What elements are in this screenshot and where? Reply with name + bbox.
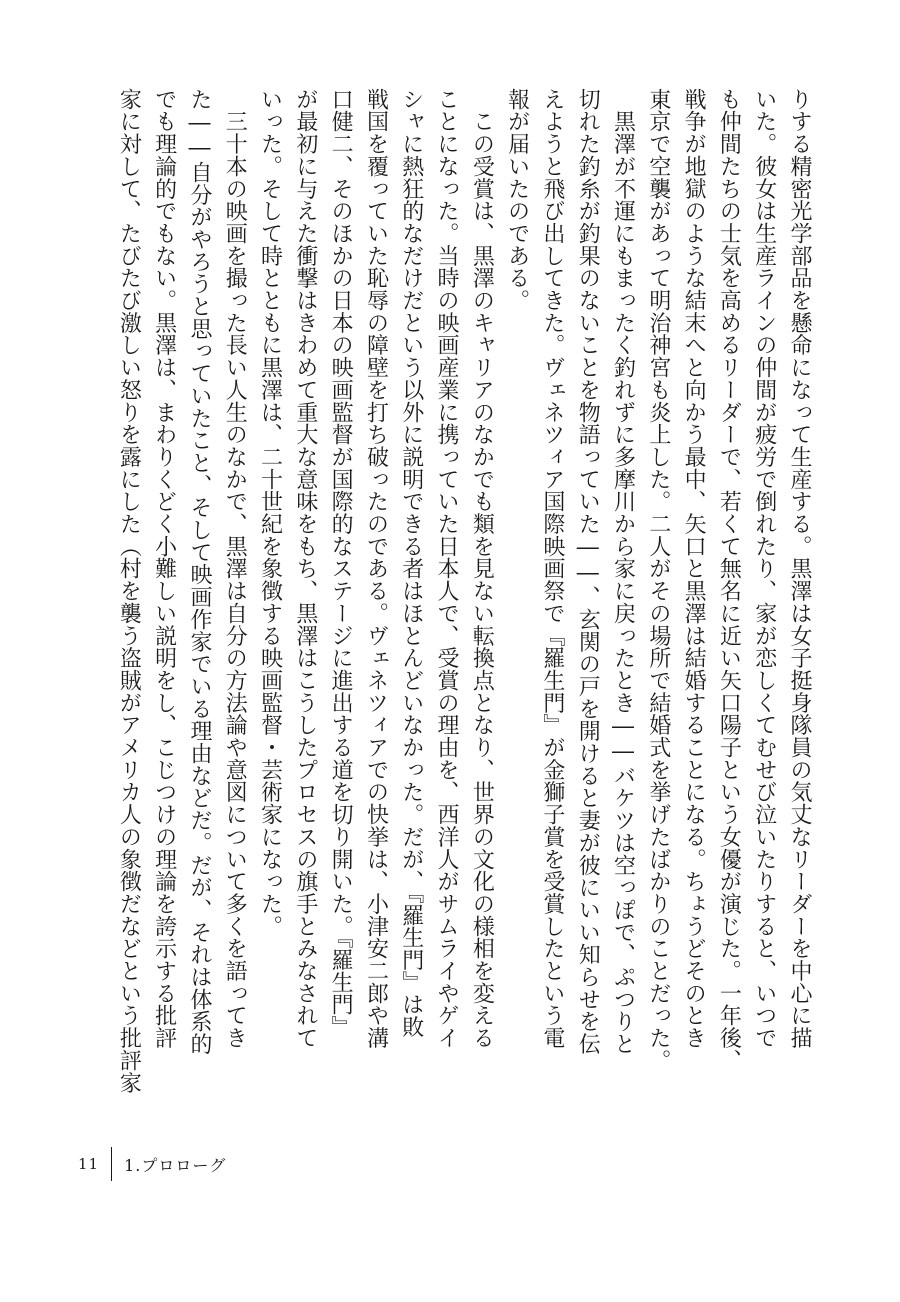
text-column: シャに熱狂的なだけだという以外に説明できる者はほとんどいなかった。だが、『羅生門』は敗 bbox=[398, 88, 424, 1039]
text-column: えようと飛び出してきた。ヴェネツィア国際映画祭で『羅生門』が金獅子賞を受賞したという電 bbox=[539, 88, 565, 1050]
text-column: 切れた釣糸が釣果のないことを物語っていた――、玄関の戸を開けると妻が彼にいい知らせを伝 bbox=[575, 88, 601, 1056]
vertical-text-block bbox=[115, 88, 812, 1124]
text-column: いた。彼女は生産ラインの仲間が疲労で倒れたり、家が恋しくてむせび泣いたりすると、いつで bbox=[751, 88, 777, 1050]
chapter-title: 1.プロローグ bbox=[124, 1155, 227, 1175]
page-footer bbox=[78, 1146, 226, 1182]
text-column: でも理論的でもない。黒澤は、まわりくどく小難しい説明をし、こじつけの理論を誇示する批評 bbox=[151, 88, 177, 1050]
text-column: も仲間たちの士気を高めるリーダーで、若くて無名に近い矢口陽子という女優が演じた。一年後、 bbox=[716, 88, 742, 1072]
text-column: が最初に与えた衝撃はきわめて重大な意味をもち、黒澤はこうしたプロセスの旗手とみなされて bbox=[292, 88, 318, 1050]
text-column: 戦争が地獄のような結末へと向かう最中、矢口と黒澤は結婚することになる。ちょうどそのとき bbox=[681, 88, 707, 1050]
text-column: 東京で空襲があって明治神宮も炎上した。二人がその場所で結婚式を挙げたばかりのことだった。 bbox=[645, 88, 671, 1072]
text-column: 口健二、そのほかの日本の映画監督が国際的なステージに進出する道を切り開いた。『羅生門』 bbox=[328, 88, 354, 1039]
text-column: た――自分がやろうと思っていたこと、そして映画作家でいる理由などだ。だが、それは体系的 bbox=[186, 88, 212, 1056]
text-column: 黒澤が不運にもまったく釣れずに多摩川から家に戻ったとき――バケツは空っぽで、ぷつりと bbox=[610, 88, 636, 1056]
text-column: この受賞は、黒澤のキャリアのなかでも類を見ない転換点となり、世界の文化の様相を変える bbox=[469, 88, 495, 1050]
text-column: 三十本の映画を撮った長い人生のなかで、黒澤は自分の方法論や意図について多くを語ってき bbox=[222, 88, 248, 1050]
text-column: いった。そして時とともに黒澤は、二十世紀を象徴する映画監督・芸術家になった。 bbox=[257, 88, 283, 938]
text-column: ことになった。当時の映画産業に携っていた日本人で、受賞の理由を、西洋人がサムライやゲイ bbox=[434, 88, 460, 1050]
text-column: 報が届いたのである。 bbox=[504, 88, 530, 312]
footer-divider bbox=[111, 1147, 112, 1181]
text-column: りする精密光学部品を懸命になって生産する。黒澤は女子挺身隊員の気丈なリーダーを中心に描 bbox=[787, 88, 812, 1050]
text-column: 戦国を覆っていた恥辱の障壁を打ち破ったのである。ヴェネツィアでの快挙は、小津安二郎や溝 bbox=[363, 88, 389, 1050]
text-column: 家に対して、たびたび激しい怒りを露にした（村を襲う盗賊がアメリカ人の象徴だなどという批評家 bbox=[116, 88, 142, 1094]
page-number: 11 bbox=[78, 1155, 100, 1173]
